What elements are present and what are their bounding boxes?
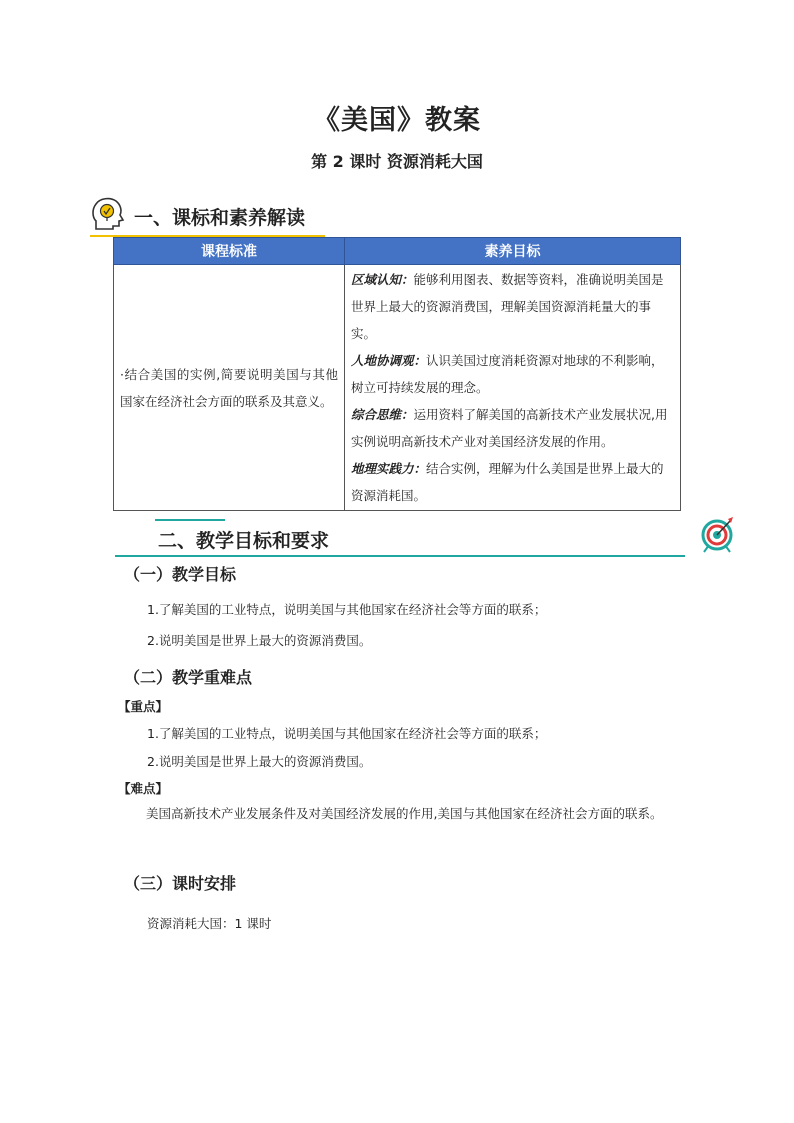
goal-item xyxy=(351,266,674,347)
section2-underline xyxy=(115,555,685,557)
goal-label: 人地协调观： xyxy=(351,353,427,368)
goal-text: 结合实例，理解为什么美国是世界上最大的资源消耗国。 xyxy=(351,461,664,503)
header-course-standard: 课程标准 xyxy=(114,238,345,265)
goal-label: 地理实践力： xyxy=(351,461,427,476)
difficult-label: 【难点】 xyxy=(118,781,169,796)
section2-title: 二、教学目标和要求 xyxy=(158,530,330,552)
standards-table xyxy=(113,237,681,511)
section1-header xyxy=(90,195,360,239)
document-title: 《美国》教案 xyxy=(313,105,481,136)
goal-list-item: 1.了解美国的工业特点，说明美国与其他国家在经济社会等方面的联系； xyxy=(147,602,547,617)
difficult-paragraph: 美国高新技术产业发展条件及对美国经济发展的作用,美国与其他国家在经济社会方面的联系。 xyxy=(146,806,663,821)
course-standard-cell: ·结合美国的实例,简要说明美国与其他国家在经济社会方面的联系及其意义。 xyxy=(114,265,345,511)
key-list-item: 1.了解美国的工业特点，说明美国与其他国家在经济社会等方面的联系； xyxy=(147,726,547,741)
table-row xyxy=(114,265,681,511)
schedule-text: 资源消耗大国：1 课时 xyxy=(147,916,272,931)
key-label: 【重点】 xyxy=(118,699,169,714)
section2-top-accent xyxy=(155,519,225,521)
goal-text: 能够利用图表、数据等资料，准确说明美国是世界上最大的资源消费国，理解美国资源消耗量大的事实。 xyxy=(351,272,664,341)
head-lightbulb-icon xyxy=(90,195,126,235)
goal-text: 认识美国过度消耗资源对地球的不利影响，树立可持续发展的理念。 xyxy=(351,353,664,395)
target-icon xyxy=(699,515,735,553)
goal-text: 运用资料了解美国的高新技术产业发展状况,用实例说明高新技术产业对美国经济发展的作用。 xyxy=(351,407,668,449)
header-literacy-goals: 素养目标 xyxy=(345,238,681,265)
schedule-heading: （三）课时安排 xyxy=(124,874,237,893)
goal-item xyxy=(351,455,674,509)
goal-label: 区域认知： xyxy=(351,272,414,287)
goals-heading: （一）教学目标 xyxy=(124,565,237,584)
key-list-item: 2.说明美国是世界上最大的资源消费国。 xyxy=(147,754,372,769)
table-header-row xyxy=(114,238,681,265)
document-subtitle: 第 2 课时 资源消耗大国 xyxy=(311,152,483,171)
goal-label: 综合思维： xyxy=(351,407,414,422)
goal-item xyxy=(351,401,674,455)
goal-item xyxy=(351,347,674,401)
section1-title: 一、课标和素养解读 xyxy=(134,207,306,229)
goal-list-item: 2.说明美国是世界上最大的资源消费国。 xyxy=(147,633,372,648)
literacy-goals-cell xyxy=(345,265,681,511)
keypoints-heading: （二）教学重难点 xyxy=(124,668,253,687)
